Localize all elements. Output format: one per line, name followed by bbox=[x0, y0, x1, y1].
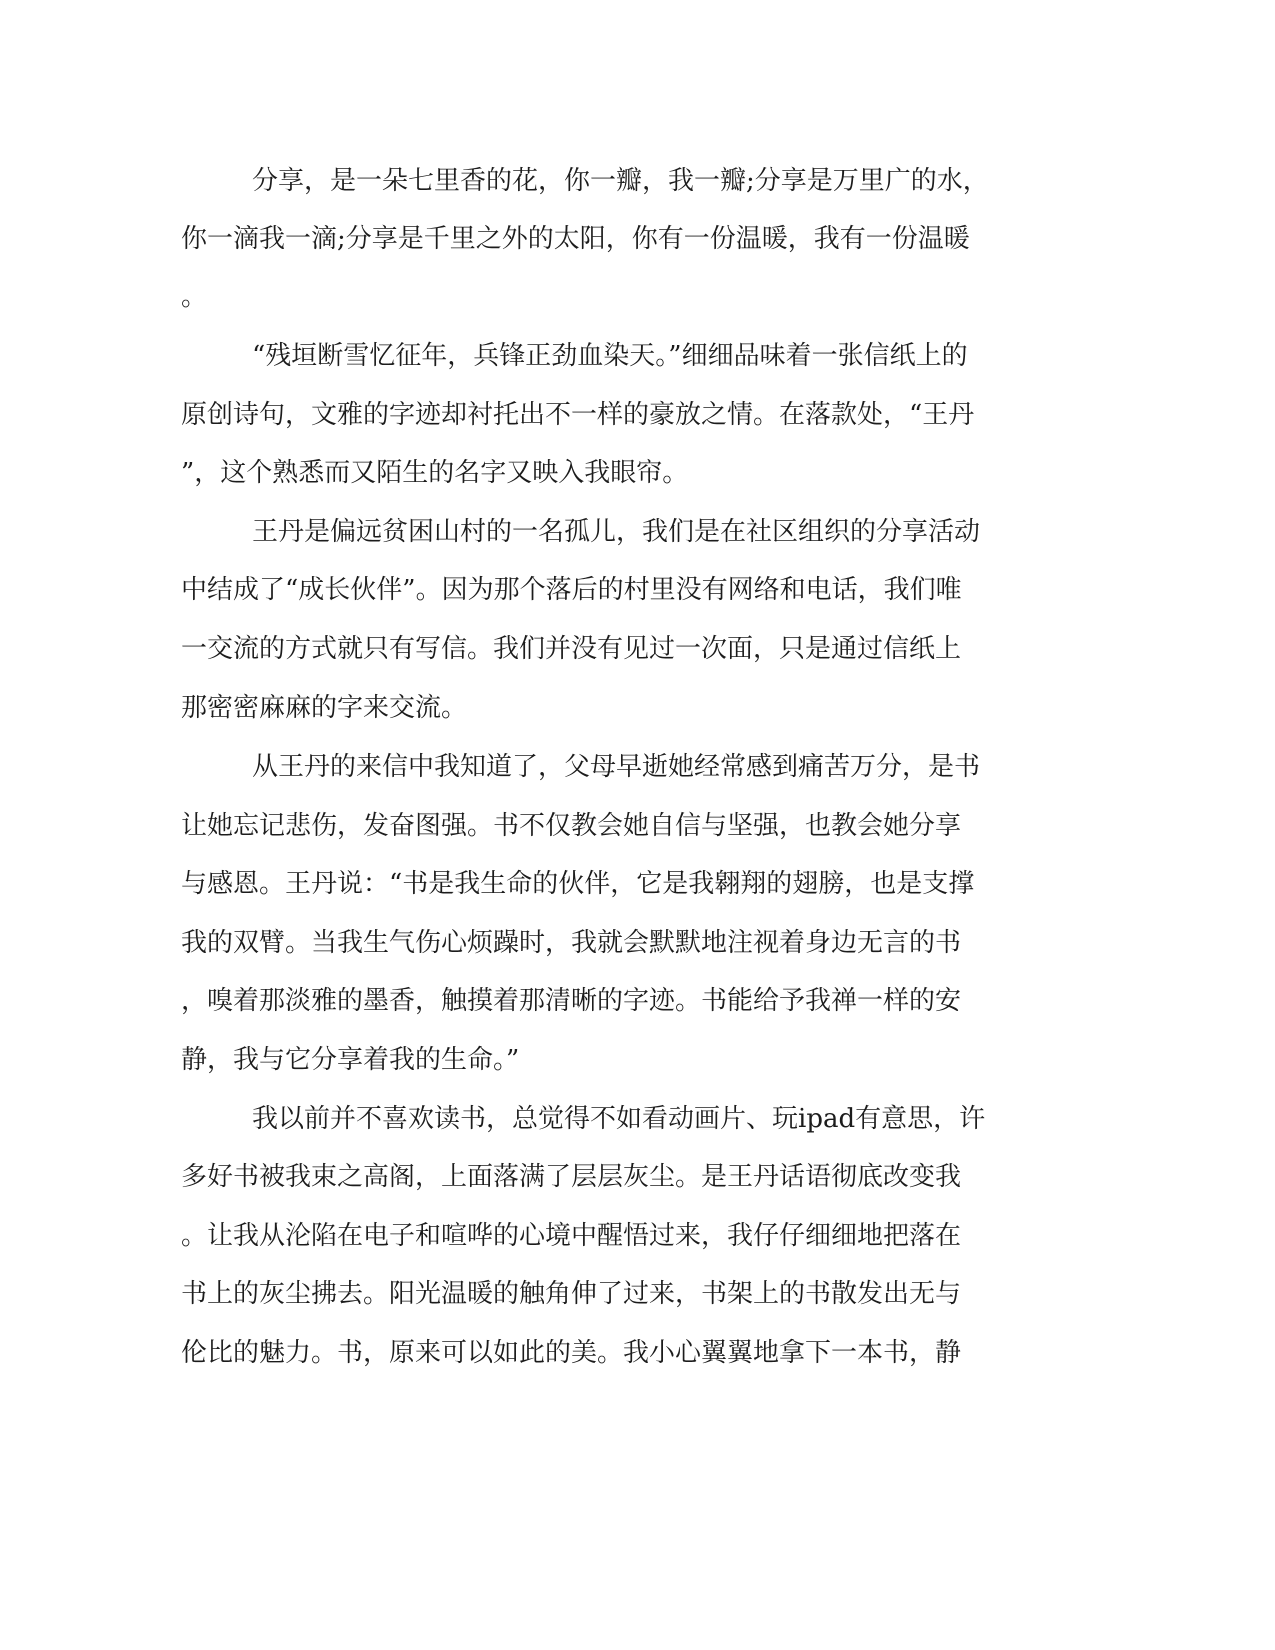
text-line: 一交流的方式就只有写信。我们并没有见过一次面，只是通过信纸上 bbox=[181, 634, 962, 664]
text-line: 伦比的魅力。书，原来可以如此的美。我小心翼翼地拿下一本书，静 bbox=[181, 1338, 962, 1368]
text-line: 王丹是偏远贫困山村的一名孤儿，我们是在社区组织的分享活动 bbox=[252, 517, 981, 547]
text-line: 分享，是一朵七里香的花，你一瓣，我一瓣;分享是万里广的水， bbox=[252, 166, 989, 196]
text-line: 从王丹的来信中我知道了，父母早逝她经常感到痛苦万分，是书 bbox=[252, 752, 981, 782]
text-line: 那密密麻麻的字来交流。 bbox=[181, 693, 468, 723]
text-line: ，嗅着那淡雅的墨香，触摸着那清晰的字迹。书能给予我禅一样的安 bbox=[181, 986, 962, 1016]
text-line: 。让我从沦陷在电子和喧哗的心境中醒悟过来，我仔仔细细地把落在 bbox=[181, 1221, 962, 1251]
text-line: 书上的灰尘拂去。阳光温暖的触角伸了过来，书架上的书散发出无与 bbox=[181, 1279, 962, 1309]
text-line: ”，这个熟悉而又陌生的名字又映入我眼帘。 bbox=[181, 458, 689, 488]
text-line: 多好书被我束之高阁，上面落满了层层灰尘。是王丹话语彻底改变我 bbox=[181, 1162, 962, 1192]
text-line: “残垣断雪忆征年，兵锋正劲血染天。”细细品味着一张信纸上的 bbox=[252, 341, 968, 371]
text-line: 。 bbox=[181, 282, 208, 312]
text-line: 我的双臂。当我生气伤心烦躁时，我就会默默地注视着身边无言的书 bbox=[181, 928, 962, 958]
text-line: 你一滴我一滴;分享是千里之外的太阳，你有一份温暖，我有一份温暖 bbox=[181, 224, 970, 254]
text-line: 我以前并不喜欢读书，总觉得不如看动画片、玩ipad有意思，许 bbox=[252, 1104, 986, 1134]
text-line: 让她忘记悲伤，发奋图强。书不仅教会她自信与坚强，也教会她分享 bbox=[181, 811, 962, 841]
text-line: 与感恩。王丹说：“书是我生命的伙伴，它是我翱翔的翅膀，也是支撑 bbox=[181, 869, 975, 899]
text-line: 静，我与它分享着我的生命。” bbox=[181, 1045, 520, 1075]
text-line: 中结成了“成长伙伴”。因为那个落后的村里没有网络和电话，我们唯 bbox=[181, 575, 962, 605]
text-line: 原创诗句，文雅的字迹却衬托出不一样的豪放之情。在落款处，“王丹 bbox=[181, 400, 975, 430]
